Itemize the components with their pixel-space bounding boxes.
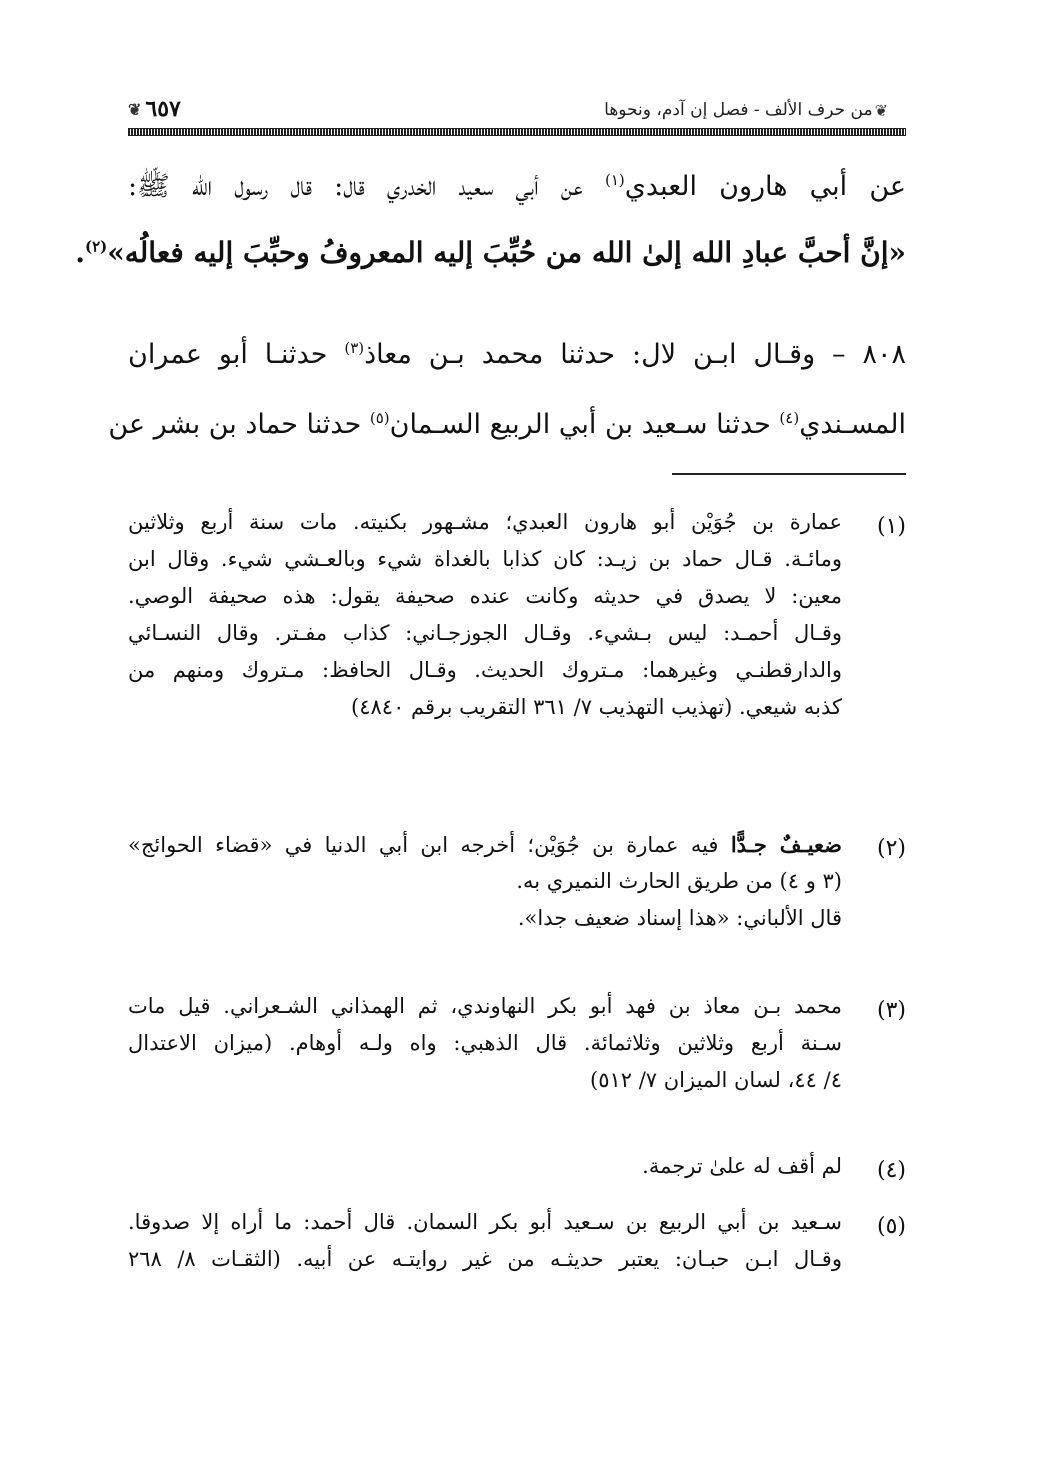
- footnote-line: ومائـة. قـال حماد بن زيـد: كان كذابا بالغداة شيء وبالعـشي شيء. وقال ابن: [128, 547, 842, 571]
- footnote-body: [128, 1204, 842, 1278]
- footnote-divider: [672, 473, 906, 475]
- footnote-ref[interactable]: (٥): [369, 409, 390, 427]
- footnote-line: ٤/ ٤٤، لسان الميزان ٧/ ٥١٢): [589, 1068, 842, 1092]
- text-span: عن أبي سعيد الخدري قال: قال رسول الله ﷺ:: [128, 171, 605, 202]
- footnote-ref[interactable]: (٢): [84, 237, 108, 256]
- footnote-line: عمارة بن جُوَيْن أبو هارون العبدي؛ مشـهور بكنيته. مات سنة أربع وثلاثين: [128, 510, 842, 534]
- footnote-line: وقـال ابـن حبـان: يعتبر حديثـه من غير روايتـه عن أبيه. (الثقـات ٨/ ٢٦٨: [128, 1247, 842, 1271]
- footnote-line: وقـال أحمـد: ليس بـشيء. وقـال الجوزجـاني: كذاب مفـتر. وقال النسـائي: [128, 621, 842, 645]
- footnote-number: (٥): [876, 1214, 906, 1239]
- page-number-block: [128, 96, 181, 122]
- footnote-number: (٣): [876, 998, 906, 1023]
- footnote-body: [128, 826, 842, 937]
- text-span: حدثنا سـعيد بن أبي الربيع السـمان: [389, 409, 780, 440]
- main-line: [108, 406, 906, 444]
- footnote-number: (٤): [876, 1158, 906, 1183]
- ornament-icon: ❦: [128, 99, 142, 119]
- text-span: «إنَّ أحبَّ عبادِ الله إلىٰ الله من حُبِّبَ إليه المعروفُ وحبِّبَ إليه فعالُه»: [107, 236, 906, 269]
- running-title: [604, 100, 888, 120]
- main-line: [128, 336, 906, 374]
- footnote-number: (٢): [876, 836, 906, 861]
- footnote-line: سـعيد بن أبي الربيع بن سـعيد أبو بكر السمان. قال أحمد: ما أراه إلا صدوقا.: [128, 1210, 842, 1234]
- footnote-ref[interactable]: (٤): [779, 409, 800, 427]
- footnote-line: كذبه شيعي. (تهذيب التهذيب ٧/ ٣٦١ التقريب برقم ٤٨٤٠): [351, 695, 842, 719]
- main-line: [128, 168, 906, 206]
- ornament-icon: ❦: [874, 100, 888, 120]
- footnote-line: [128, 826, 842, 863]
- page-number: ٦٥٧: [145, 96, 181, 122]
- footnote-body: [128, 1148, 842, 1185]
- text-span: المسـندي: [799, 409, 906, 440]
- footnote-line: محمد بـن معاذ بن فهد أبو بكر النهاوندي، ثم الهمذاني الشـعراني. قيل مات: [128, 994, 842, 1018]
- footnote-number: (١): [876, 514, 906, 539]
- footnote-body: [128, 988, 842, 1099]
- text-span: حدثنا حماد بن بشر عن: [108, 409, 370, 440]
- footnote-ref[interactable]: (١): [604, 171, 625, 189]
- footnote-line: لم أقف له علىٰ ترجمة.: [642, 1154, 842, 1178]
- text-span: ٨٠٨ – وقـال ابـن لال: حدثنا محمد بـن معاذ: [364, 339, 906, 370]
- footnote-body: [128, 504, 842, 726]
- text-span: فيه عمارة بن جُوَيْن؛ أخرجه ابن أبي الدنيا في «قضاء الحوائج»: [128, 833, 731, 857]
- footnote-line: (٣ و ٤) من طريق الحارث النميري به.: [516, 869, 842, 893]
- footnote-line: قال الألباني: «هذا إسناد ضعيف جدا».: [517, 906, 842, 930]
- running-title-text: من حرف الألف - فصل إن آدم، ونحوها: [604, 100, 873, 120]
- header-rule: [128, 128, 906, 136]
- page-header: [128, 98, 906, 132]
- text-span: حدثنـا أبو عمران: [128, 339, 345, 370]
- footnote-line: معين: لا يصدق في حديثه وكانت عنده صحيفة يقول: هذه صحيفة الوصي.: [128, 584, 842, 608]
- footnote-line: سـنة أربع وثلاثين وثلاثمائة. قال الذهبي: واه ولـه أوهام. (ميزان الاعتدال: [128, 1031, 842, 1055]
- footnote-ref[interactable]: (٣): [344, 339, 365, 357]
- text-span: عن أبي هارون العبدي: [624, 171, 906, 202]
- footnote-line: والدارقطنـي وغيرهما: مـتروك الحديث. وقـال الحافظ: مـتروك ومنهم من: [128, 658, 842, 682]
- grading-label: ضعيـفٌ جـدًّا: [730, 832, 842, 857]
- hadith-quote: [75, 234, 906, 272]
- text-span: .: [75, 236, 85, 269]
